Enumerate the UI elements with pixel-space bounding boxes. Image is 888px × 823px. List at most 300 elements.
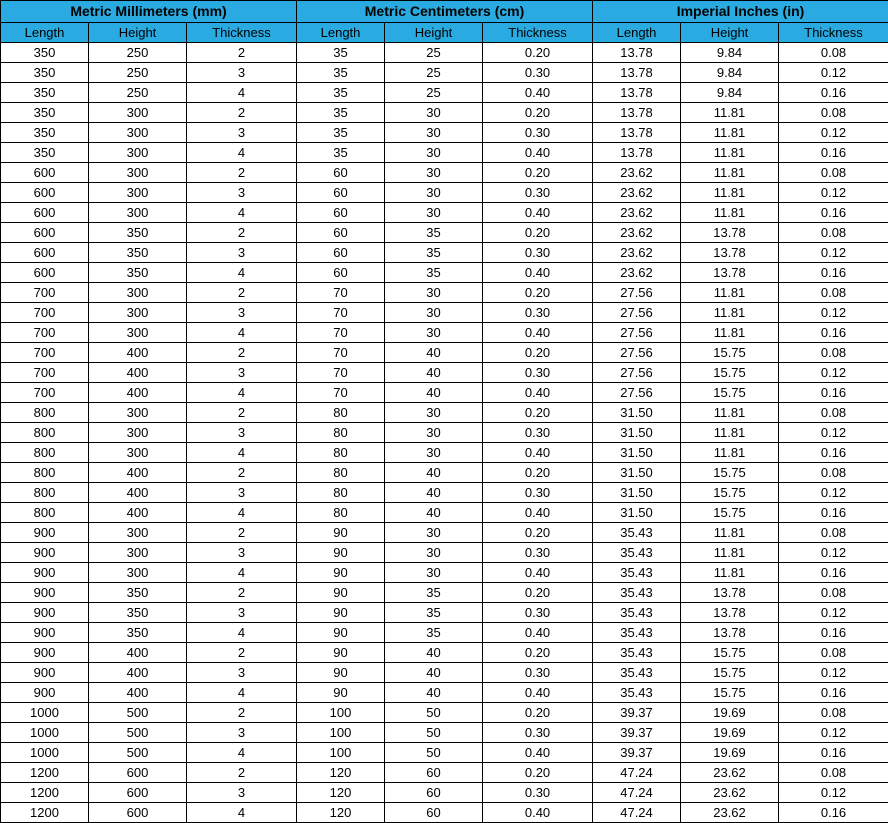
table-cell: 0.40	[483, 143, 593, 163]
table-cell: 700	[1, 303, 89, 323]
table-cell: 11.81	[681, 443, 779, 463]
table-cell: 9.84	[681, 83, 779, 103]
table-cell: 0.08	[779, 43, 888, 63]
table-cell: 27.56	[593, 383, 681, 403]
table-cell: 900	[1, 663, 89, 683]
table-cell: 900	[1, 523, 89, 543]
table-cell: 900	[1, 543, 89, 563]
table-cell: 0.08	[779, 163, 888, 183]
table-cell: 90	[297, 543, 385, 563]
table-cell: 27.56	[593, 323, 681, 343]
column-header-row	[1, 23, 888, 43]
table-cell: 3	[187, 783, 297, 803]
table-cell: 300	[89, 323, 187, 343]
table-cell: 35	[297, 123, 385, 143]
table-cell: 4	[187, 683, 297, 703]
table-cell: 11.81	[681, 423, 779, 443]
table-cell: 15.75	[681, 663, 779, 683]
table-cell: 13.78	[681, 263, 779, 283]
table-cell: 800	[1, 423, 89, 443]
table-cell: 1200	[1, 803, 89, 823]
table-cell: 350	[89, 603, 187, 623]
table-head	[1, 1, 888, 43]
table-cell: 600	[89, 783, 187, 803]
table-cell: 0.20	[483, 583, 593, 603]
table-cell: 35.43	[593, 543, 681, 563]
table-cell: 23.62	[593, 223, 681, 243]
table-cell: 3	[187, 363, 297, 383]
table-cell: 80	[297, 423, 385, 443]
table-cell: 0.08	[779, 703, 888, 723]
table-cell: 0.08	[779, 463, 888, 483]
table-cell: 0.30	[483, 243, 593, 263]
table-cell: 0.30	[483, 603, 593, 623]
table-cell: 50	[385, 723, 483, 743]
table-row	[1, 663, 888, 683]
table-cell: 35.43	[593, 603, 681, 623]
column-header-mm-height: Height	[89, 23, 187, 43]
table-cell: 30	[385, 423, 483, 443]
table-cell: 350	[1, 103, 89, 123]
table-cell: 90	[297, 583, 385, 603]
table-cell: 0.20	[483, 643, 593, 663]
table-row	[1, 403, 888, 423]
table-cell: 4	[187, 803, 297, 823]
table-cell: 39.37	[593, 703, 681, 723]
table-cell: 800	[1, 403, 89, 423]
table-cell: 0.40	[483, 263, 593, 283]
table-cell: 700	[1, 363, 89, 383]
table-cell: 900	[1, 623, 89, 643]
table-cell: 23.62	[593, 263, 681, 283]
table-cell: 400	[89, 363, 187, 383]
table-cell: 600	[89, 803, 187, 823]
table-cell: 19.69	[681, 743, 779, 763]
table-cell: 0.20	[483, 703, 593, 723]
table-cell: 700	[1, 343, 89, 363]
table-cell: 350	[1, 123, 89, 143]
table-cell: 35	[385, 243, 483, 263]
table-cell: 600	[89, 763, 187, 783]
table-row	[1, 203, 888, 223]
table-row	[1, 83, 888, 103]
table-cell: 0.16	[779, 803, 888, 823]
table-row	[1, 523, 888, 543]
table-cell: 3	[187, 663, 297, 683]
table-cell: 0.30	[483, 543, 593, 563]
table-cell: 30	[385, 163, 483, 183]
table-cell: 2	[187, 343, 297, 363]
table-cell: 300	[89, 423, 187, 443]
table-cell: 80	[297, 483, 385, 503]
table-cell: 31.50	[593, 403, 681, 423]
table-row	[1, 183, 888, 203]
table-cell: 2	[187, 643, 297, 663]
table-cell: 27.56	[593, 363, 681, 383]
table-cell: 47.24	[593, 763, 681, 783]
table-cell: 60	[385, 763, 483, 783]
table-cell: 0.30	[483, 723, 593, 743]
table-cell: 30	[385, 283, 483, 303]
table-cell: 3	[187, 543, 297, 563]
table-cell: 900	[1, 643, 89, 663]
table-cell: 13.78	[681, 583, 779, 603]
table-cell: 0.08	[779, 583, 888, 603]
table-cell: 40	[385, 643, 483, 663]
table-cell: 0.16	[779, 203, 888, 223]
table-cell: 3	[187, 423, 297, 443]
table-cell: 40	[385, 683, 483, 703]
table-cell: 11.81	[681, 323, 779, 343]
table-cell: 350	[1, 143, 89, 163]
table-row	[1, 583, 888, 603]
table-cell: 35	[385, 623, 483, 643]
table-cell: 60	[297, 163, 385, 183]
table-cell: 25	[385, 63, 483, 83]
table-cell: 15.75	[681, 363, 779, 383]
table-cell: 30	[385, 303, 483, 323]
table-cell: 0.20	[483, 283, 593, 303]
table-cell: 47.24	[593, 803, 681, 823]
table-cell: 90	[297, 563, 385, 583]
table-cell: 350	[89, 623, 187, 643]
column-header-cm-height: Height	[385, 23, 483, 43]
table-cell: 600	[1, 223, 89, 243]
table-cell: 40	[385, 383, 483, 403]
table-cell: 100	[297, 743, 385, 763]
table-cell: 50	[385, 743, 483, 763]
table-cell: 35	[297, 43, 385, 63]
table-cell: 350	[89, 243, 187, 263]
table-cell: 35	[297, 103, 385, 123]
table-cell: 500	[89, 743, 187, 763]
table-row	[1, 103, 888, 123]
table-cell: 80	[297, 503, 385, 523]
table-cell: 50	[385, 703, 483, 723]
table-cell: 90	[297, 523, 385, 543]
table-cell: 2	[187, 523, 297, 543]
table-row	[1, 463, 888, 483]
table-cell: 11.81	[681, 543, 779, 563]
table-row	[1, 803, 888, 823]
table-cell: 300	[89, 123, 187, 143]
table-cell: 13.78	[593, 143, 681, 163]
table-cell: 0.20	[483, 763, 593, 783]
table-cell: 0.16	[779, 563, 888, 583]
table-cell: 40	[385, 503, 483, 523]
table-cell: 30	[385, 523, 483, 543]
table-cell: 3	[187, 603, 297, 623]
table-cell: 0.16	[779, 503, 888, 523]
table-cell: 31.50	[593, 463, 681, 483]
table-cell: 0.12	[779, 63, 888, 83]
table-cell: 60	[297, 203, 385, 223]
table-cell: 2	[187, 43, 297, 63]
table-cell: 31.50	[593, 483, 681, 503]
table-cell: 13.78	[593, 123, 681, 143]
table-cell: 80	[297, 463, 385, 483]
table-cell: 350	[1, 83, 89, 103]
table-cell: 350	[89, 223, 187, 243]
table-body	[1, 43, 888, 823]
column-header-in-thickness: Thickness	[779, 23, 888, 43]
table-cell: 0.40	[483, 743, 593, 763]
table-cell: 0.16	[779, 383, 888, 403]
table-cell: 1200	[1, 783, 89, 803]
table-cell: 0.12	[779, 183, 888, 203]
table-cell: 23.62	[681, 803, 779, 823]
table-cell: 0.40	[483, 203, 593, 223]
table-row	[1, 763, 888, 783]
table-cell: 0.30	[483, 663, 593, 683]
table-row	[1, 63, 888, 83]
table-row	[1, 603, 888, 623]
table-cell: 400	[89, 343, 187, 363]
table-cell: 30	[385, 203, 483, 223]
table-cell: 0.20	[483, 403, 593, 423]
table-cell: 11.81	[681, 103, 779, 123]
table-cell: 4	[187, 503, 297, 523]
table-cell: 35	[385, 263, 483, 283]
table-cell: 11.81	[681, 143, 779, 163]
table-row	[1, 503, 888, 523]
table-cell: 35.43	[593, 523, 681, 543]
table-cell: 13.78	[593, 103, 681, 123]
table-cell: 300	[89, 283, 187, 303]
table-cell: 11.81	[681, 523, 779, 543]
table-cell: 0.16	[779, 623, 888, 643]
table-cell: 23.62	[681, 763, 779, 783]
table-cell: 900	[1, 583, 89, 603]
table-cell: 300	[89, 203, 187, 223]
table-cell: 0.08	[779, 343, 888, 363]
table-cell: 900	[1, 683, 89, 703]
table-cell: 0.12	[779, 603, 888, 623]
table-cell: 400	[89, 383, 187, 403]
table-cell: 700	[1, 283, 89, 303]
table-cell: 350	[89, 263, 187, 283]
table-row	[1, 703, 888, 723]
table-cell: 11.81	[681, 303, 779, 323]
table-row	[1, 123, 888, 143]
table-cell: 0.30	[483, 423, 593, 443]
table-cell: 30	[385, 443, 483, 463]
table-cell: 800	[1, 443, 89, 463]
table-cell: 300	[89, 543, 187, 563]
table-row	[1, 683, 888, 703]
table-cell: 0.20	[483, 103, 593, 123]
table-cell: 0.40	[483, 683, 593, 703]
table-row	[1, 783, 888, 803]
table-cell: 23.62	[681, 783, 779, 803]
table-cell: 35	[297, 63, 385, 83]
table-cell: 0.08	[779, 523, 888, 543]
table-cell: 35	[385, 583, 483, 603]
table-cell: 27.56	[593, 283, 681, 303]
table-cell: 35.43	[593, 583, 681, 603]
table-cell: 35.43	[593, 683, 681, 703]
table-cell: 15.75	[681, 503, 779, 523]
table-row	[1, 623, 888, 643]
table-cell: 13.78	[593, 63, 681, 83]
table-cell: 120	[297, 763, 385, 783]
table-cell: 70	[297, 283, 385, 303]
table-cell: 60	[297, 263, 385, 283]
table-cell: 0.12	[779, 483, 888, 503]
table-cell: 11.81	[681, 203, 779, 223]
table-row	[1, 723, 888, 743]
table-cell: 60	[297, 243, 385, 263]
table-cell: 23.62	[593, 183, 681, 203]
table-cell: 0.08	[779, 643, 888, 663]
table-cell: 120	[297, 783, 385, 803]
table-row	[1, 383, 888, 403]
table-cell: 600	[1, 263, 89, 283]
table-cell: 13.78	[593, 83, 681, 103]
table-cell: 0.40	[483, 323, 593, 343]
table-cell: 0.12	[779, 243, 888, 263]
table-cell: 0.16	[779, 323, 888, 343]
table-cell: 40	[385, 663, 483, 683]
table-cell: 0.08	[779, 103, 888, 123]
table-cell: 90	[297, 643, 385, 663]
table-cell: 70	[297, 323, 385, 343]
table-cell: 25	[385, 83, 483, 103]
table-cell: 4	[187, 383, 297, 403]
table-cell: 13.78	[681, 623, 779, 643]
table-cell: 4	[187, 443, 297, 463]
table-row	[1, 563, 888, 583]
table-cell: 30	[385, 103, 483, 123]
table-row	[1, 243, 888, 263]
column-header-in-length: Length	[593, 23, 681, 43]
table-cell: 90	[297, 623, 385, 643]
group-header-metric-cm: Metric Centimeters (cm)	[297, 1, 593, 23]
table-cell: 2	[187, 283, 297, 303]
table-cell: 11.81	[681, 283, 779, 303]
table-cell: 400	[89, 463, 187, 483]
table-cell: 120	[297, 803, 385, 823]
table-row	[1, 263, 888, 283]
table-cell: 35	[385, 603, 483, 623]
table-cell: 800	[1, 483, 89, 503]
table-cell: 40	[385, 343, 483, 363]
table-cell: 900	[1, 603, 89, 623]
table-cell: 350	[1, 63, 89, 83]
table-cell: 350	[1, 43, 89, 63]
column-header-mm-length: Length	[1, 23, 89, 43]
table-cell: 35.43	[593, 563, 681, 583]
table-cell: 300	[89, 163, 187, 183]
column-header-mm-thickness: Thickness	[187, 23, 297, 43]
table-cell: 0.12	[779, 363, 888, 383]
table-cell: 2	[187, 463, 297, 483]
table-row	[1, 143, 888, 163]
table-cell: 600	[1, 243, 89, 263]
table-cell: 30	[385, 403, 483, 423]
table-row	[1, 223, 888, 243]
table-cell: 0.12	[779, 723, 888, 743]
table-cell: 0.20	[483, 463, 593, 483]
table-cell: 3	[187, 63, 297, 83]
table-cell: 40	[385, 483, 483, 503]
table-cell: 0.08	[779, 403, 888, 423]
table-cell: 60	[385, 783, 483, 803]
table-cell: 23.62	[593, 163, 681, 183]
table-cell: 300	[89, 103, 187, 123]
table-cell: 0.20	[483, 343, 593, 363]
table-cell: 100	[297, 703, 385, 723]
table-cell: 11.81	[681, 563, 779, 583]
column-header-in-height: Height	[681, 23, 779, 43]
table-cell: 0.20	[483, 43, 593, 63]
table-cell: 19.69	[681, 723, 779, 743]
table-cell: 0.30	[483, 783, 593, 803]
table-cell: 4	[187, 203, 297, 223]
table-cell: 25	[385, 43, 483, 63]
table-cell: 0.40	[483, 503, 593, 523]
table-cell: 300	[89, 403, 187, 423]
table-cell: 70	[297, 303, 385, 323]
table-cell: 0.40	[483, 383, 593, 403]
group-header-row	[1, 1, 888, 23]
table-cell: 0.08	[779, 283, 888, 303]
table-row	[1, 163, 888, 183]
table-cell: 15.75	[681, 383, 779, 403]
table-row	[1, 283, 888, 303]
table-cell: 300	[89, 303, 187, 323]
table-cell: 0.30	[483, 483, 593, 503]
table-cell: 800	[1, 463, 89, 483]
table-cell: 0.30	[483, 123, 593, 143]
table-cell: 13.78	[681, 603, 779, 623]
table-cell: 23.62	[593, 203, 681, 223]
table-cell: 900	[1, 563, 89, 583]
table-cell: 0.12	[779, 663, 888, 683]
table-cell: 2	[187, 403, 297, 423]
table-cell: 70	[297, 383, 385, 403]
table-cell: 0.16	[779, 443, 888, 463]
table-cell: 80	[297, 403, 385, 423]
table-cell: 300	[89, 523, 187, 543]
table-cell: 31.50	[593, 423, 681, 443]
table-cell: 30	[385, 123, 483, 143]
table-cell: 2	[187, 223, 297, 243]
table-cell: 2	[187, 163, 297, 183]
table-cell: 0.16	[779, 143, 888, 163]
table-cell: 90	[297, 603, 385, 623]
column-header-cm-thickness: Thickness	[483, 23, 593, 43]
table-cell: 4	[187, 143, 297, 163]
table-cell: 35	[297, 143, 385, 163]
table-cell: 23.62	[593, 243, 681, 263]
table-cell: 100	[297, 723, 385, 743]
table-cell: 11.81	[681, 183, 779, 203]
table-cell: 0.08	[779, 223, 888, 243]
table-cell: 500	[89, 703, 187, 723]
table-cell: 0.40	[483, 803, 593, 823]
table-cell: 0.16	[779, 683, 888, 703]
table-row	[1, 303, 888, 323]
table-cell: 0.30	[483, 363, 593, 383]
table-cell: 300	[89, 443, 187, 463]
table-cell: 0.30	[483, 303, 593, 323]
table-cell: 11.81	[681, 403, 779, 423]
table-cell: 250	[89, 63, 187, 83]
table-cell: 0.12	[779, 543, 888, 563]
table-cell: 30	[385, 543, 483, 563]
table-cell: 0.40	[483, 83, 593, 103]
